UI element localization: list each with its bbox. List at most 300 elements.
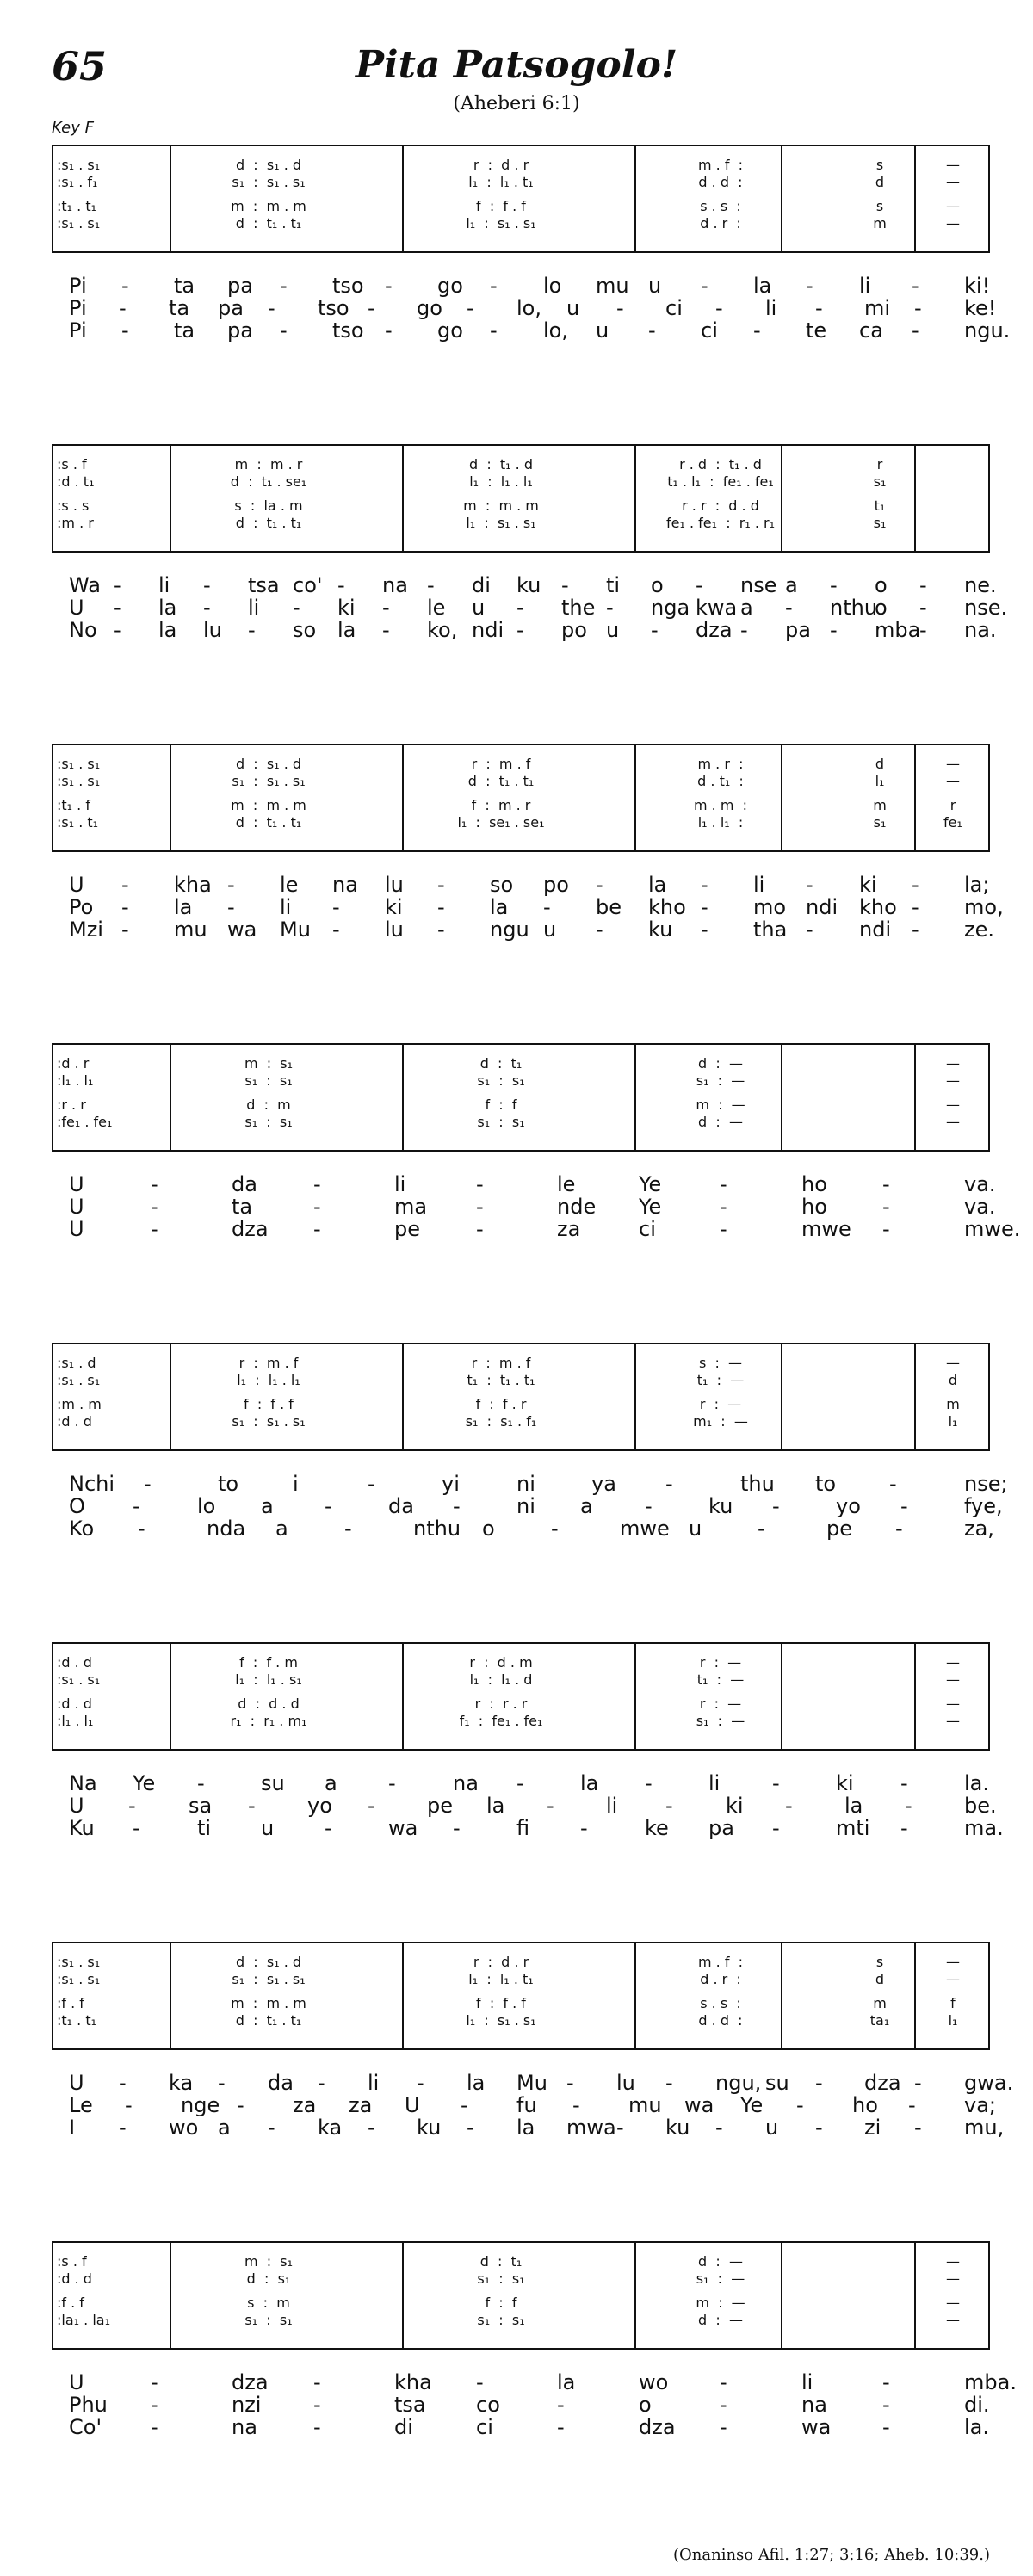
solfa-part-row <box>53 1055 988 1072</box>
lyric-syllable: ta <box>174 274 195 298</box>
syllable-hyphen: - <box>332 917 340 942</box>
lyric-verse-1 <box>52 1172 996 1196</box>
syllable-hyphen: - <box>344 1517 352 1541</box>
solfa-cell: — <box>946 1654 960 1671</box>
lyric-syllable: da <box>388 1494 414 1518</box>
solfa-cell: m : m . m <box>463 497 539 514</box>
lyric-syllable: va; <box>964 2093 996 2117</box>
syllable-hyphen: - <box>151 1217 158 1241</box>
syllable-hyphen: - <box>151 1172 158 1196</box>
syllable-hyphen: - <box>889 1472 897 1496</box>
lyric-syllable: la <box>490 895 509 919</box>
lyric-syllable: go <box>437 318 463 343</box>
lyric-syllable: nse. <box>964 596 1008 620</box>
syllable-hyphen: - <box>796 2093 804 2117</box>
solfa-cell: s : la . m <box>234 497 303 514</box>
solfa-cell: d <box>875 1971 885 1987</box>
syllable-hyphen: - <box>368 296 375 320</box>
solfa-cell: f : f . f <box>476 198 526 214</box>
solfa-cell: :l₁ . l₁ <box>57 1713 94 1729</box>
solfa-part-row <box>53 756 988 773</box>
syllable-hyphen: - <box>645 1494 653 1518</box>
lyric-syllable: di <box>394 2415 413 2439</box>
solfa-cell: s₁ : — <box>696 1713 745 1729</box>
syllable-hyphen: - <box>114 596 121 620</box>
syllable-hyphen: - <box>905 1794 912 1818</box>
syllable-hyphen: - <box>701 917 708 942</box>
solfa-part-row <box>53 2012 988 2029</box>
syllable-hyphen: - <box>720 1195 727 1219</box>
lyric-syllable: kwa <box>696 596 738 620</box>
lyric-syllable: Mu <box>516 2071 547 2095</box>
syllable-hyphen: - <box>516 618 524 642</box>
solfa-cell: s₁ : s₁ . s₁ <box>232 174 306 190</box>
syllable-hyphen: - <box>490 318 498 343</box>
solfa-cell: m . f : <box>697 1954 744 1970</box>
lyric-syllable: U <box>69 1172 84 1196</box>
lyric-syllable: ci <box>701 318 718 343</box>
solfa-cell: :s . f <box>57 2253 87 2270</box>
lyric-verse-2 <box>52 1494 1003 1518</box>
solfa-cell: s₁ : s₁ . f₁ <box>465 1413 537 1430</box>
solfa-cell: s₁ : s₁ <box>244 2312 293 2328</box>
syllable-hyphen: - <box>912 318 919 343</box>
solfa-cell: m <box>873 215 887 232</box>
syllable-hyphen: - <box>368 1472 375 1496</box>
lyric-syllable: va. <box>964 1195 996 1219</box>
lyric-syllable: la <box>158 618 177 642</box>
lyric-syllable: O <box>69 1494 85 1518</box>
solfa-cell: r <box>949 797 956 813</box>
syllable-hyphen: - <box>417 2071 424 2095</box>
solfa-cell: d <box>875 756 885 772</box>
syllable-hyphen: - <box>900 1771 908 1795</box>
hymn-number: 65 <box>52 43 108 90</box>
lyric-syllable: nzi <box>232 2393 262 2417</box>
syllable-hyphen: - <box>133 1494 140 1518</box>
solfa-cell: t₁ : — <box>696 1671 745 1688</box>
lyric-syllable: fi <box>516 1816 530 1840</box>
lyric-syllable: a <box>325 1771 337 1795</box>
solfa-cell: :s₁ . s₁ <box>57 1372 101 1388</box>
lyric-syllable: u <box>472 596 486 620</box>
solfa-cell: d : t₁ . t₁ <box>235 515 302 531</box>
syllable-hyphen: - <box>616 2116 624 2140</box>
lyric-syllable: wa <box>684 2093 714 2117</box>
lyric-syllable: Ye <box>639 1195 662 1219</box>
lyric-syllable: po <box>561 618 587 642</box>
notation-box <box>52 1343 990 1451</box>
syllable-hyphen: - <box>293 596 300 620</box>
notation-box <box>52 444 990 553</box>
syllable-hyphen: - <box>313 1172 321 1196</box>
lyric-syllable: ti <box>197 1816 212 1840</box>
syllable-hyphen: - <box>715 296 723 320</box>
lyric-verse-1 <box>52 573 997 597</box>
lyric-syllable: li <box>248 596 260 620</box>
lyric-syllable: ca <box>859 318 883 343</box>
solfa-cell: :la₁ . la₁ <box>57 2312 110 2328</box>
solfa-part-row <box>53 1355 988 1372</box>
lyric-syllable: le <box>557 1172 576 1196</box>
lyric-syllable: Mu <box>280 917 311 942</box>
key-signature: Key F <box>52 119 94 137</box>
lyric-syllable: yo <box>836 1494 861 1518</box>
syllable-hyphen: - <box>114 618 121 642</box>
lyric-syllable: ku <box>516 573 541 597</box>
lyric-syllable: wo <box>169 2116 199 2140</box>
lyric-syllable: to <box>218 1472 239 1496</box>
lyric-syllable: la; <box>964 873 990 897</box>
solfa-cell: s₁ <box>873 515 887 531</box>
lyric-syllable: zi <box>864 2116 881 2140</box>
syllable-hyphen: - <box>815 2071 823 2095</box>
lyric-syllable: o <box>875 596 888 620</box>
lyric-syllable: li <box>158 573 170 597</box>
solfa-part-row <box>53 1954 988 1971</box>
syllable-hyphen: - <box>543 895 551 919</box>
lyric-syllable: Po <box>69 895 94 919</box>
lyric-syllable: pa <box>227 274 253 298</box>
lyric-syllable: be <box>596 895 622 919</box>
lyric-syllable: pe <box>427 1794 453 1818</box>
lyric-verse-3 <box>52 1217 1021 1241</box>
lyric-syllable: kha <box>174 873 212 897</box>
solfa-cell: :f . f <box>57 2295 84 2311</box>
solfa-cell: l₁ : s₁ . s₁ <box>466 2012 536 2029</box>
solfa-cell: — <box>946 157 960 173</box>
lyric-syllable: va. <box>964 1172 996 1196</box>
syllable-hyphen: - <box>237 2093 244 2117</box>
syllable-hyphen: - <box>280 318 288 343</box>
solfa-cell: ta₁ <box>869 2012 890 2029</box>
syllable-hyphen: - <box>382 596 390 620</box>
syllable-hyphen: - <box>119 296 127 320</box>
syllable-hyphen: - <box>133 1816 140 1840</box>
lyric-syllable: U <box>69 1195 84 1219</box>
solfa-part-row <box>53 814 988 831</box>
syllable-hyphen: - <box>197 1771 205 1795</box>
syllable-hyphen: - <box>203 596 211 620</box>
solfa-cell: f : f . m <box>239 1654 298 1671</box>
syllable-hyphen: - <box>815 296 823 320</box>
lyric-syllable: ndi <box>859 917 892 942</box>
lyric-syllable: dza <box>696 618 733 642</box>
syllable-hyphen: - <box>119 2116 127 2140</box>
lyric-syllable: mwa <box>566 2116 616 2140</box>
lyric-syllable: U <box>69 2370 84 2394</box>
syllable-hyphen: - <box>720 2415 727 2439</box>
solfa-cell: — <box>946 2295 960 2311</box>
lyric-syllable: la. <box>964 1771 990 1795</box>
syllable-hyphen: - <box>427 573 435 597</box>
syllable-hyphen: - <box>268 296 275 320</box>
lyric-syllable: le <box>280 873 299 897</box>
solfa-cell: f : f . r <box>475 1396 527 1412</box>
lyric-syllable: wa <box>388 1816 418 1840</box>
solfa-cell: t₁ . l₁ : fe₁ . fe₁ <box>667 473 774 490</box>
lyric-syllable: za <box>293 2093 317 2117</box>
solfa-cell: d . t₁ : <box>697 773 744 789</box>
solfa-cell: — <box>946 2312 960 2328</box>
lyric-verse-3 <box>52 618 997 642</box>
syllable-hyphen: - <box>882 1172 890 1196</box>
solfa-cell: m : m . m <box>231 198 306 214</box>
lyric-syllable: o <box>875 573 888 597</box>
lyric-syllable: ki <box>836 1771 854 1795</box>
lyric-syllable: nge <box>181 2093 220 2117</box>
lyric-syllable: ki! <box>964 274 991 298</box>
lyric-syllable: U <box>69 1794 84 1818</box>
syllable-hyphen: - <box>815 2116 823 2140</box>
solfa-cell: :d . d <box>57 1696 92 1712</box>
solfa-cell: :s₁ . s₁ <box>57 1954 101 1970</box>
lyric-syllable: ki <box>726 1794 744 1818</box>
lyric-syllable: u <box>689 1517 702 1541</box>
solfa-cell: d : — <box>698 2253 743 2270</box>
syllable-hyphen: - <box>268 2116 275 2140</box>
solfa-cell: :t₁ . t₁ <box>57 2012 97 2029</box>
lyric-syllable: ki <box>859 873 877 897</box>
syllable-hyphen: - <box>313 1195 321 1219</box>
solfa-cell: l₁ : l₁ . t₁ <box>468 1971 534 1987</box>
solfa-cell: :m . r <box>57 515 94 531</box>
syllable-hyphen: - <box>476 1217 484 1241</box>
lyric-syllable: pa <box>218 296 244 320</box>
solfa-cell: r₁ : r₁ . m₁ <box>230 1713 307 1729</box>
lyric-syllable: mo <box>753 895 787 919</box>
lyric-syllable: za, <box>964 1517 994 1541</box>
lyric-syllable: li <box>859 274 871 298</box>
lyric-syllable: ke <box>645 1816 669 1840</box>
lyric-syllable: Nchi <box>69 1472 115 1496</box>
lyric-syllable: to <box>815 1472 837 1496</box>
footnote: (Onaninso Afil. 1:27; 3:16; Aheb. 10:39.) <box>673 2546 990 2564</box>
solfa-cell: s₁ : s₁ <box>244 1114 293 1130</box>
solfa-cell: :d . t₁ <box>57 473 95 490</box>
lyric-syllable: fu <box>516 2093 537 2117</box>
solfa-cell: d . d : <box>698 2012 743 2029</box>
lyric-syllable: ku <box>648 917 673 942</box>
syllable-hyphen: - <box>516 1771 524 1795</box>
lyric-syllable: nse; <box>964 1472 1008 1496</box>
syllable-hyphen: - <box>121 873 129 897</box>
solfa-cell: l₁ : se₁ . se₁ <box>457 814 545 831</box>
solfa-cell: m : s₁ <box>244 1055 294 1072</box>
lyric-syllable: lu <box>203 618 222 642</box>
syllable-hyphen: - <box>467 296 474 320</box>
solfa-cell: r . r : d . d <box>682 497 759 514</box>
solfa-cell: s <box>875 1954 884 1970</box>
syllable-hyphen: - <box>138 1517 145 1541</box>
syllable-hyphen: - <box>900 1494 908 1518</box>
syllable-hyphen: - <box>785 1794 793 1818</box>
solfa-cell: s₁ <box>873 814 887 831</box>
lyric-syllable: u <box>261 1816 275 1840</box>
lyric-syllable: ya <box>591 1472 616 1496</box>
solfa-cell: d : t₁ . t₁ <box>235 215 302 232</box>
solfa-part-row <box>53 2253 988 2270</box>
solfa-cell: s₁ : s₁ <box>477 1114 525 1130</box>
lyric-syllable: la <box>580 1771 599 1795</box>
syllable-hyphen: - <box>566 2071 574 2095</box>
solfa-cell: d . r : <box>700 1971 741 1987</box>
syllable-hyphen: - <box>121 895 129 919</box>
lyric-syllable: mi <box>864 296 891 320</box>
lyric-syllable: ma. <box>964 1816 1004 1840</box>
syllable-hyphen: - <box>665 1794 673 1818</box>
syllable-hyphen: - <box>701 274 708 298</box>
lyric-syllable: Ko <box>69 1517 95 1541</box>
syllable-hyphen: - <box>388 1771 396 1795</box>
lyric-syllable: o <box>651 573 664 597</box>
syllable-hyphen: - <box>476 2370 484 2394</box>
lyric-syllable: la <box>557 2370 576 2394</box>
solfa-cell: d : t₁ <box>479 1055 523 1072</box>
lyric-syllable: go <box>417 296 442 320</box>
syllable-hyphen: - <box>912 274 919 298</box>
lyric-syllable: pa <box>227 318 253 343</box>
lyric-syllable: u <box>566 296 580 320</box>
solfa-part-row <box>53 1114 988 1131</box>
solfa-part-row <box>53 1696 988 1713</box>
syllable-hyphen: - <box>753 318 761 343</box>
solfa-cell: d : s₁ . d <box>235 756 302 772</box>
lyric-syllable: li <box>801 2370 813 2394</box>
lyric-syllable: li <box>765 296 777 320</box>
lyric-syllable: tsa <box>248 573 280 597</box>
solfa-cell: r : — <box>699 1696 742 1712</box>
lyric-syllable: U <box>405 2093 420 2117</box>
syllable-hyphen: - <box>919 596 927 620</box>
syllable-hyphen: - <box>114 573 121 597</box>
solfa-cell: d : t₁ . t₁ <box>235 2012 302 2029</box>
solfa-cell: l₁ <box>948 1413 958 1430</box>
solfa-cell: m : — <box>696 1096 745 1113</box>
lyric-syllable: be. <box>964 1794 997 1818</box>
lyric-syllable: Pi <box>69 274 87 298</box>
syllable-hyphen: - <box>437 895 445 919</box>
solfa-cell: l₁ : s₁ . s₁ <box>466 515 536 531</box>
syllable-hyphen: - <box>121 318 129 343</box>
lyric-syllable: na <box>801 2393 827 2417</box>
solfa-cell: d : m <box>246 1096 291 1113</box>
lyric-syllable: u <box>606 618 620 642</box>
syllable-hyphen: - <box>701 895 708 919</box>
syllable-hyphen: - <box>547 1794 554 1818</box>
solfa-cell: f <box>950 1995 956 2011</box>
syllable-hyphen: - <box>900 1816 908 1840</box>
lyric-verse-2 <box>52 2393 990 2415</box>
solfa-cell: :t₁ . f <box>57 797 90 813</box>
lyric-syllable: li <box>708 1771 721 1795</box>
syllable-hyphen: - <box>882 2415 890 2439</box>
solfa-cell: — <box>946 1713 960 1729</box>
solfa-cell: t₁ : t₁ . t₁ <box>467 1372 535 1388</box>
lyric-syllable: ta <box>169 296 190 320</box>
lyric-syllable: li <box>606 1794 618 1818</box>
syllable-hyphen: - <box>467 2116 474 2140</box>
solfa-cell: f : f . f <box>244 1396 294 1412</box>
solfa-cell: s <box>875 198 884 214</box>
lyric-syllable: di <box>472 573 491 597</box>
solfa-part-row <box>53 1971 988 1988</box>
notation-box <box>52 1942 990 2050</box>
solfa-cell: — <box>946 174 960 190</box>
syllable-hyphen: - <box>665 1472 673 1496</box>
lyric-syllable: na <box>332 873 358 897</box>
solfa-cell: l₁ : l₁ . l₁ <box>469 473 533 490</box>
lyric-syllable: dza <box>232 2370 269 2394</box>
solfa-cell: l₁ : l₁ . d <box>469 1671 533 1688</box>
lyric-verse-1 <box>52 2370 1017 2394</box>
lyric-verse-1 <box>52 274 990 296</box>
syllable-hyphen: - <box>313 1217 321 1241</box>
solfa-cell: :s₁ . s₁ <box>57 157 101 173</box>
lyric-syllable: U <box>69 1217 84 1241</box>
solfa-cell: :s₁ . s₁ <box>57 773 101 789</box>
syllable-hyphen: - <box>806 917 813 942</box>
solfa-cell: :s₁ . t₁ <box>57 814 99 831</box>
lyric-syllable: ndi <box>472 618 504 642</box>
lyric-syllable: mba <box>875 618 921 642</box>
lyric-syllable: pa <box>708 1816 734 1840</box>
lyric-syllable: tso <box>332 274 364 298</box>
solfa-cell: r : d . r <box>473 157 529 173</box>
lyric-syllable: dza <box>232 1217 269 1241</box>
lyric-syllable: mu <box>596 274 629 298</box>
solfa-cell: d . r : <box>700 215 741 232</box>
solfa-cell: s <box>875 157 884 173</box>
lyric-syllable: la <box>844 1794 863 1818</box>
solfa-cell: m . r : <box>697 756 744 772</box>
syllable-hyphen: - <box>806 873 813 897</box>
syllable-hyphen: - <box>551 1517 559 1541</box>
syllable-hyphen: - <box>227 873 235 897</box>
lyric-syllable: lo, <box>516 296 541 320</box>
syllable-hyphen: - <box>325 1494 332 1518</box>
syllable-hyphen: - <box>785 596 793 620</box>
lyric-syllable: lu <box>616 2071 635 2095</box>
syllable-hyphen: - <box>596 917 603 942</box>
solfa-cell: — <box>946 756 960 772</box>
solfa-part-row <box>53 1413 988 1430</box>
solfa-cell: d : s₁ . d <box>235 1954 302 1970</box>
lyric-syllable: ke! <box>964 296 997 320</box>
lyric-syllable: so <box>490 873 514 897</box>
lyric-syllable: u <box>765 2116 779 2140</box>
syllable-hyphen: - <box>332 895 340 919</box>
lyric-syllable: mwe <box>801 1217 851 1241</box>
solfa-cell: d : — <box>698 1055 743 1072</box>
syllable-hyphen: - <box>606 596 614 620</box>
lyric-syllable: mwe <box>620 1517 670 1541</box>
music-system <box>52 1942 1014 2148</box>
lyric-syllable: da <box>232 1172 257 1196</box>
lyric-syllable: U <box>69 2071 84 2095</box>
lyric-syllable: te <box>806 318 827 343</box>
lyric-syllable: li <box>394 1172 406 1196</box>
lyric-syllable: ka <box>169 2071 194 2095</box>
syllable-hyphen: - <box>651 618 659 642</box>
lyric-syllable: na <box>453 1771 479 1795</box>
lyric-verse-3 <box>52 2415 990 2437</box>
solfa-part-row <box>53 2312 988 2329</box>
notation-box <box>52 1043 990 1152</box>
solfa-cell: — <box>946 1096 960 1113</box>
lyric-syllable: yi <box>442 1472 460 1496</box>
lyric-syllable: ci <box>665 296 683 320</box>
